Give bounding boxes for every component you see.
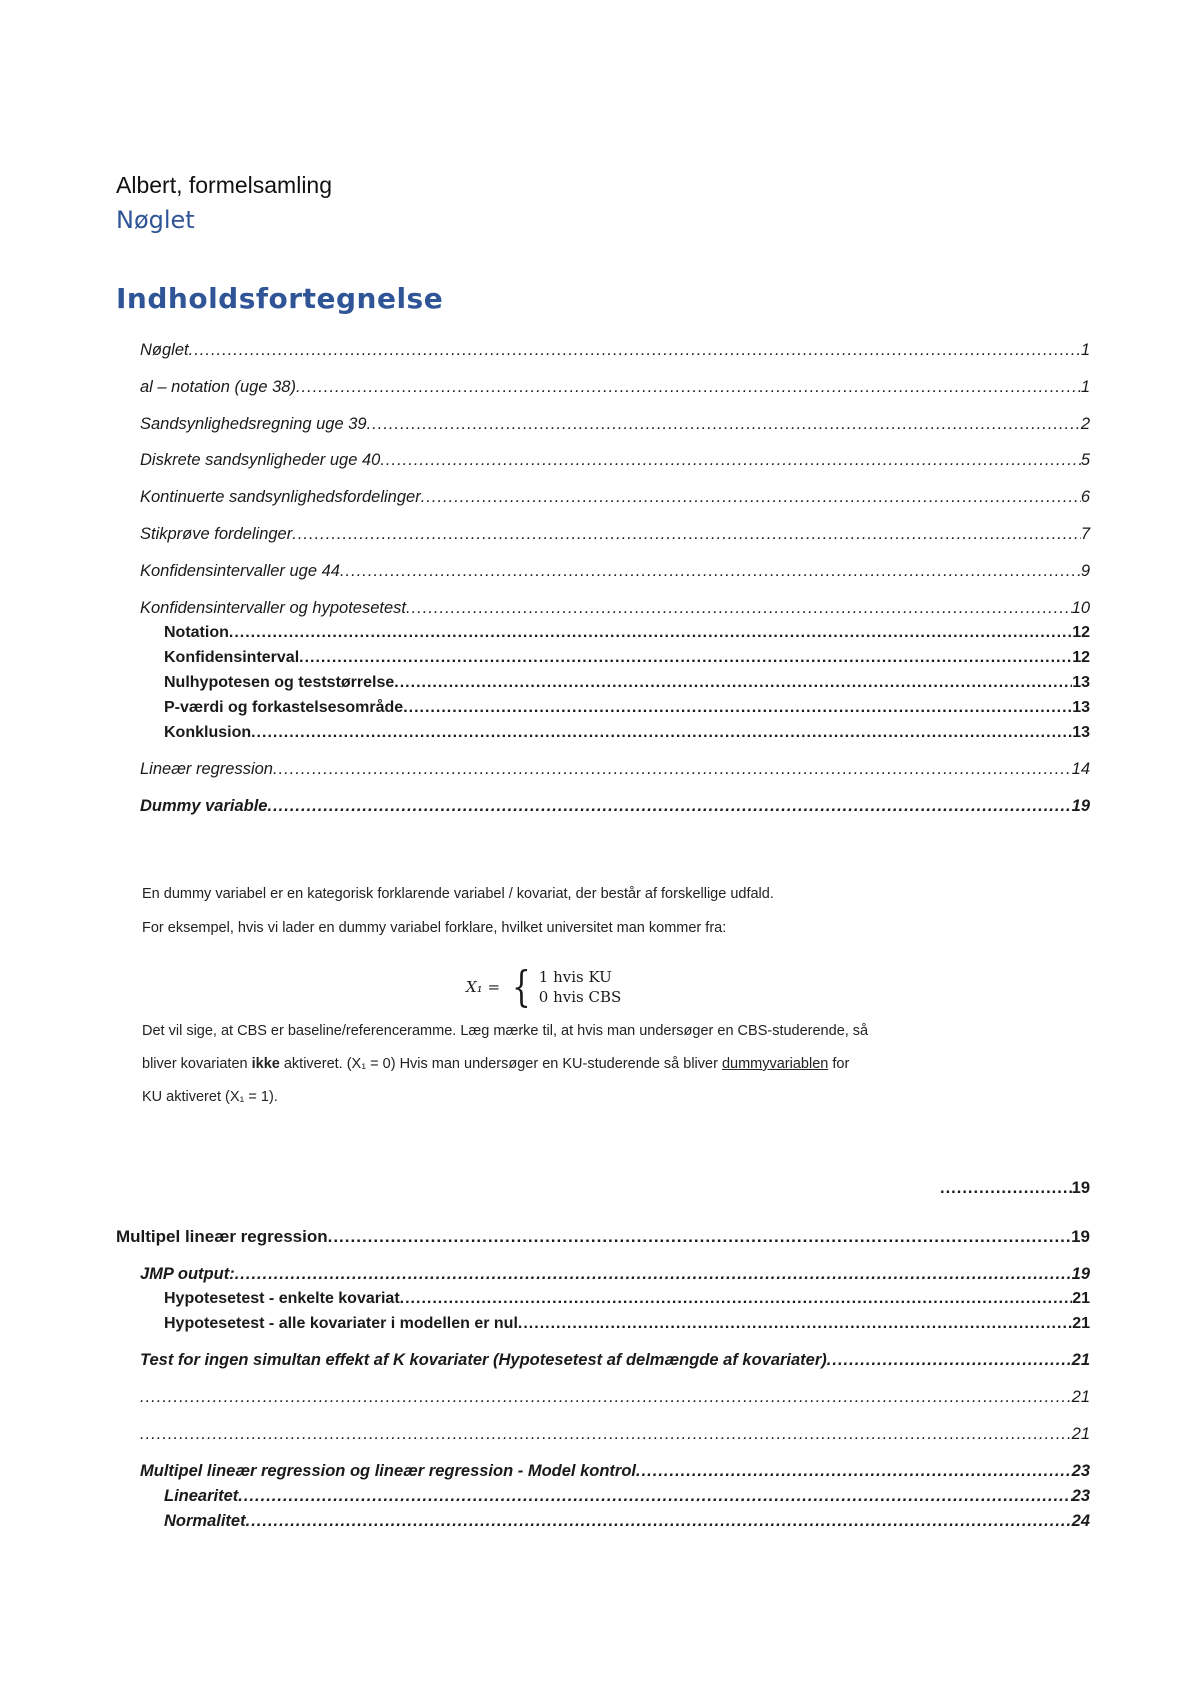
- toc-entry-stikprove[interactable]: Stikprøve fordelinger ..... 7: [140, 524, 1090, 544]
- dummyvariablen-link[interactable]: dummyvariablen: [721, 1056, 829, 1072]
- toc-entry-blank-1[interactable]: ..... 21: [140, 1387, 1090, 1407]
- toc-entry-sandsynlighedsregning[interactable]: Sandsynlighedsregning uge 39 ..... 2: [140, 414, 1090, 434]
- toc-entry-model-kontrol[interactable]: Multipel lineær regression og lineær regression - Model kontrol ..... 23: [140, 1461, 1090, 1481]
- toc-entry-dots-only[interactable]: ..... 19: [940, 1178, 1090, 1198]
- equation-brace: {: [512, 962, 531, 1011]
- toc-entry-blank-2[interactable]: ..... 21: [140, 1424, 1090, 1444]
- dummy-text-line3: Det vil sige, at CBS er baseline/referenceramme. Læg mærke til, at hvis man undersøger en CBS-studerende, så: [142, 1023, 869, 1039]
- toc-entry-konfidensintervaller-hypotesetest[interactable]: Konfidensintervaller og hypotesetest ..... 10: [140, 598, 1090, 618]
- toc-entry-notation-sub[interactable]: Notation ..... 12: [164, 623, 1090, 643]
- toc-entry-jmp-output[interactable]: JMP output: ..... 19: [140, 1264, 1090, 1284]
- toc-entry-hypotesetest-enkelte[interactable]: Hypotesetest - enkelte kovariat ..... 21: [164, 1289, 1090, 1309]
- equation-case-2: 0 hvis CBS: [538, 988, 622, 1006]
- doc-title: Albert, formelsamling: [116, 172, 333, 198]
- toc-entry-noglet[interactable]: Nøglet ..... 1: [140, 340, 1090, 360]
- toc-entry-linear-regression[interactable]: Lineær regression ..... 14: [140, 759, 1090, 779]
- toc-entry-nulhypotesen[interactable]: Nulhypotesen og teststørrelse ..... 13: [164, 673, 1090, 693]
- dummy-equation: [466, 962, 621, 1012]
- toc-entry-dummy-variable[interactable]: Dummy variable ..... 19: [140, 796, 1090, 816]
- equation-case-1: 1 hvis KU: [538, 968, 612, 986]
- toc-entry-konfidensintervaller-uge44[interactable]: Konfidensintervaller uge 44 ..... 9: [140, 561, 1090, 581]
- toc-entry-konfidensinterval[interactable]: Konfidensinterval ..... 12: [164, 648, 1090, 668]
- equation-cases: [539, 967, 622, 1007]
- toc-entry-normalitet[interactable]: Normalitet ..... 24: [164, 1511, 1090, 1531]
- dummy-text-line4: bliver kovariaten ikke aktiveret. (X₁ = 0) Hvis man undersøger en KU-studerende så bliver dummyvariablen for: [142, 1056, 850, 1072]
- dummy-text-line5: KU aktiveret (X₁ = 1).: [142, 1089, 278, 1105]
- toc-entry-notation[interactable]: al – notation (uge 38) ..... 1: [140, 377, 1090, 397]
- toc-entry-test-simultan[interactable]: Test for ingen simultan effekt af K kovariater (Hypotesetest af delmængde af kovariater) ..... 21: [140, 1350, 1090, 1370]
- toc-entry-linearitet[interactable]: Linearitet ..... 23: [164, 1486, 1090, 1506]
- toc-entry-konklusion[interactable]: Konklusion ..... 13: [164, 723, 1090, 743]
- dummy-text-line1: En dummy variabel er en kategorisk forklarende variabel / kovariat, der består af forskellige udfald.: [142, 886, 774, 902]
- doc-subtitle: Nøglet: [116, 206, 195, 234]
- toc-entry-kontinuerte[interactable]: Kontinuerte sandsynlighedsfordelinger ..... 6: [140, 487, 1090, 507]
- equation-lhs: X₁ =: [466, 978, 501, 996]
- dummy-text-line2: For eksempel, hvis vi lader en dummy variabel forklare, hvilket universitet man kommer fra:: [142, 920, 727, 936]
- toc-entry-multipel-linear-regression[interactable]: Multipel lineær regression ..... 19: [116, 1227, 1090, 1247]
- toc-entry-diskrete[interactable]: Diskrete sandsynligheder uge 40 ..... 5: [140, 450, 1090, 470]
- toc-heading: Indholdsfortegnelse: [116, 282, 444, 315]
- toc-entry-hypotesetest-alle[interactable]: Hypotesetest - alle kovariater i modellen er nul ..... 21: [164, 1314, 1090, 1334]
- toc-entry-p-vaerdi[interactable]: P-værdi og forkastelsesområde ..... 13: [164, 698, 1090, 718]
